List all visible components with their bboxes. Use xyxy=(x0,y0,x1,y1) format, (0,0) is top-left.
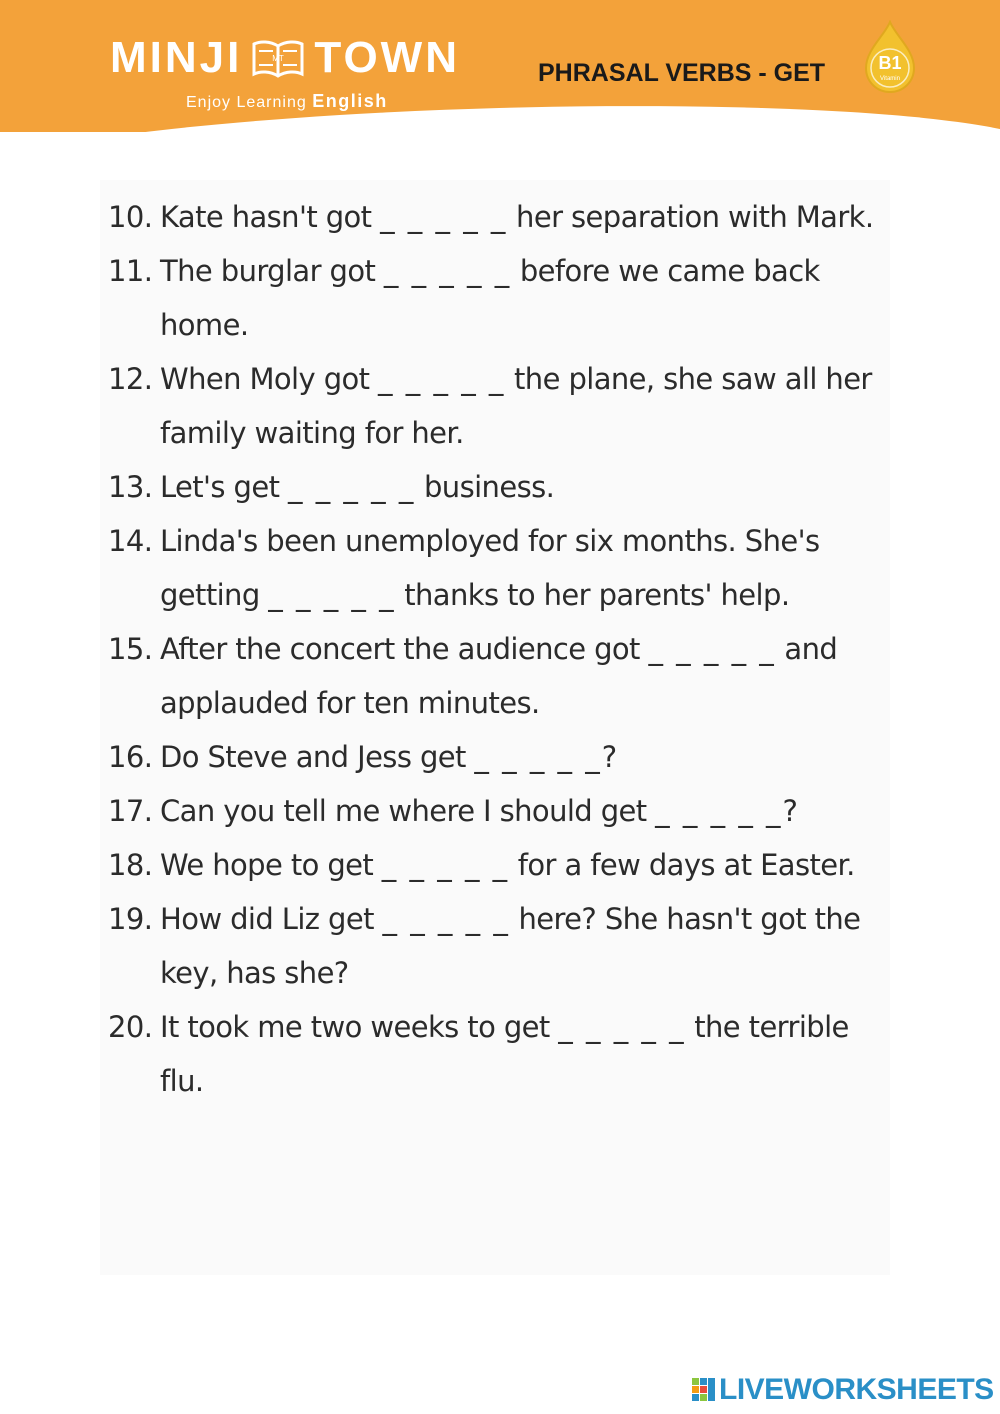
sentence-before-blank: We hope to get xyxy=(160,848,382,882)
sentence-after-blank: here? She hasn't got the key, has she? xyxy=(160,902,861,990)
exercise-number: 13. xyxy=(108,470,153,504)
answer-blank[interactable]: _ _ _ _ _ xyxy=(288,470,416,504)
exercise-number: 19. xyxy=(108,902,153,936)
exercise-number: 18. xyxy=(108,848,153,882)
exercise-sentence xyxy=(160,460,878,514)
sentence-before-blank: How did Liz get xyxy=(160,902,383,936)
sentence-before-blank: It took me two weeks to get xyxy=(160,1010,559,1044)
badge-level-text: B1 xyxy=(878,53,902,73)
sentence-before-blank: Do Steve and Jess get xyxy=(160,740,475,774)
exercise-sentence xyxy=(160,190,878,244)
exercise-sentence xyxy=(160,244,878,352)
exercise-number: 15. xyxy=(108,632,153,666)
level-badge xyxy=(862,20,918,96)
exercise-number: 16. xyxy=(108,740,153,774)
exercise-item xyxy=(108,514,878,622)
exercise-number: 12. xyxy=(108,362,153,396)
answer-blank[interactable]: _ _ _ _ _ xyxy=(474,740,602,774)
exercise-number: 20. xyxy=(108,1010,153,1044)
sentence-before-blank: Linda's been unemployed for six months. She's getting xyxy=(160,524,820,612)
logo-word-right: TOWN xyxy=(314,33,460,82)
badge-sub-text: Vitamin xyxy=(880,76,900,82)
sentence-before-blank: Can you tell me where I should get xyxy=(160,794,656,828)
exercise-number: 10. xyxy=(108,200,153,234)
exercise-sentence xyxy=(160,1000,878,1108)
answer-blank[interactable]: _ _ _ _ _ xyxy=(268,578,396,612)
answer-blank[interactable]: _ _ _ _ _ xyxy=(378,362,506,396)
sentence-after-blank: her separation with Mark. xyxy=(507,200,874,234)
exercise-item xyxy=(108,838,878,892)
answer-blank[interactable]: _ _ _ _ _ xyxy=(383,254,512,288)
exercise-sentence xyxy=(160,352,878,460)
exercise-item xyxy=(108,1000,878,1108)
answer-blank[interactable]: _ _ _ _ _ xyxy=(380,200,508,234)
exercise-number: 17. xyxy=(108,794,153,828)
sentence-after-blank: for a few days at Easter. xyxy=(509,848,855,882)
sentence-after-blank: ? xyxy=(601,740,617,774)
page-title: PHRASAL VERBS - GET xyxy=(538,59,826,87)
answer-blank[interactable]: _ _ _ _ _ xyxy=(381,848,510,882)
answer-blank[interactable]: _ _ _ _ _ xyxy=(655,794,783,828)
book-mark-text: MT xyxy=(272,54,285,63)
sentence-before-blank: Let's get xyxy=(160,470,288,504)
footer-brand xyxy=(692,1374,994,1406)
tagline xyxy=(186,91,388,112)
exercise-item xyxy=(108,730,878,784)
exercise-item xyxy=(108,190,878,244)
exercise-sentence xyxy=(160,622,878,730)
sentence-after-blank: and applauded for ten minutes. xyxy=(160,632,838,720)
sentence-after-blank: before we came back home. xyxy=(160,254,820,342)
sentence-before-blank: Kate hasn't got xyxy=(160,200,381,234)
sentence-before-blank: The burglar got xyxy=(160,254,384,288)
exercise-list xyxy=(108,190,878,1108)
liveworksheets-brand: LIVEWORKSHEETS xyxy=(719,1373,994,1406)
answer-blank[interactable]: _ _ _ _ _ xyxy=(558,1010,686,1044)
minji-town-logo xyxy=(110,33,460,82)
exercise-sentence xyxy=(160,892,878,1000)
sentence-after-blank: ? xyxy=(782,794,798,828)
tagline-emphasis: English xyxy=(312,91,388,111)
exercise-sentence xyxy=(160,784,878,838)
exercise-item xyxy=(108,352,878,460)
sentence-after-blank: the plane, she saw all her family waiting for her. xyxy=(160,362,872,450)
tagline-prefix: Enjoy Learning xyxy=(186,94,307,111)
exercise-number: 11. xyxy=(108,254,153,288)
header-banner xyxy=(0,0,1000,132)
exercise-item xyxy=(108,784,878,838)
exercise-sentence xyxy=(160,730,878,784)
exercise-item xyxy=(108,244,878,352)
exercise-item xyxy=(108,622,878,730)
answer-blank[interactable]: _ _ _ _ _ xyxy=(648,632,776,666)
sentence-before-blank: When Moly got xyxy=(160,362,379,396)
sentence-after-blank: business. xyxy=(415,470,555,504)
header-curve-decoration xyxy=(0,93,1000,184)
sentence-after-blank: the terrible flu. xyxy=(160,1010,849,1098)
exercise-item xyxy=(108,460,878,514)
sentence-after-blank: thanks to her parents' help. xyxy=(395,578,790,612)
liveworksheets-logo-icon xyxy=(692,1378,716,1402)
sentence-before-blank: After the concert the audience got xyxy=(160,632,649,666)
exercise-sentence xyxy=(160,514,878,622)
exercise-item xyxy=(108,892,878,1000)
logo-word-left: MINJI xyxy=(110,33,243,82)
exercise-sentence xyxy=(160,838,878,892)
exercise-number: 14. xyxy=(108,524,153,558)
answer-blank[interactable]: _ _ _ _ _ xyxy=(382,902,510,936)
open-book-icon xyxy=(252,38,304,78)
worksheet-panel xyxy=(100,180,890,1275)
